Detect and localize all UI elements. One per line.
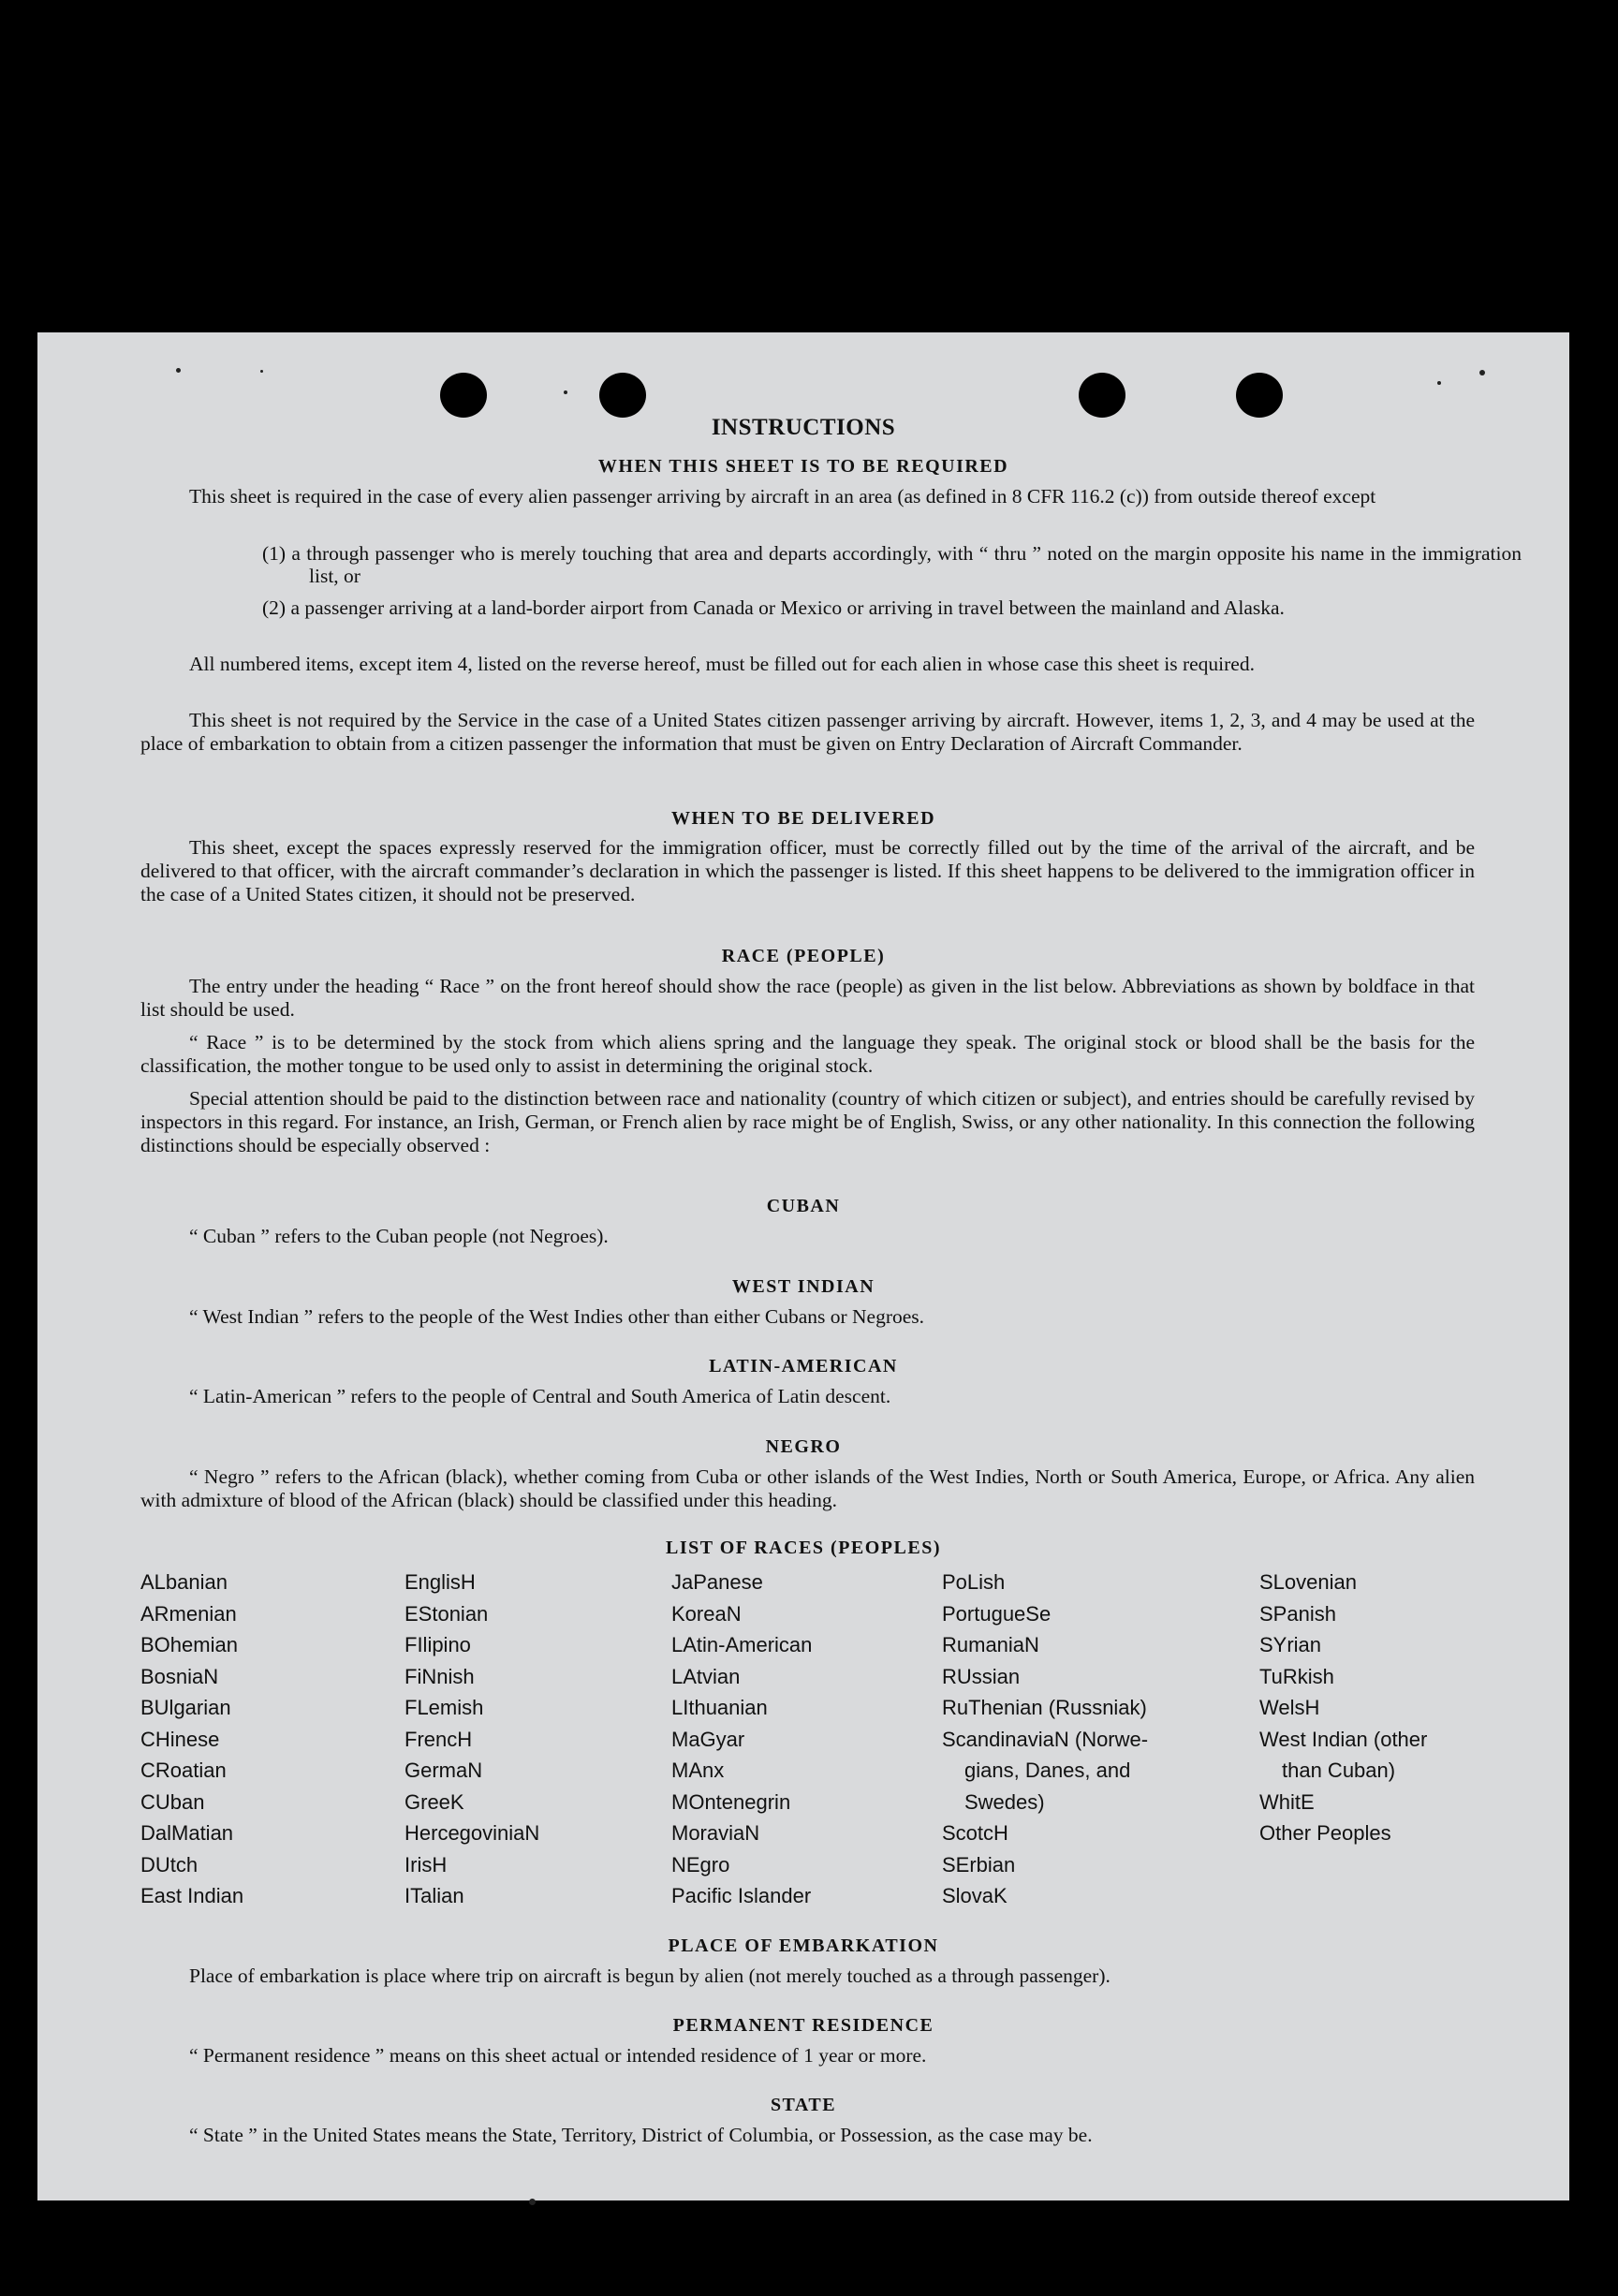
race-entry: ARmenian xyxy=(140,1601,237,1626)
section-heading: WHEN THIS SHEET IS TO BE REQUIRED xyxy=(597,456,1009,477)
document-sheet xyxy=(37,332,1569,2200)
section-heading: PERMANENT RESIDENCE xyxy=(672,2015,934,2036)
page-title: INSTRUCTIONS xyxy=(711,415,896,440)
paragraph: “ Race ” is to be determined by the stock from which aliens spring and the language they speak. The original stock or blood shall be the basis for the classification, the mother tongue to be used only to assist in determining the original stock. xyxy=(140,1031,1475,1077)
section-heading: WHEN TO BE DELIVERED xyxy=(670,808,936,829)
race-entry: HercegoviniaN xyxy=(404,1821,540,1845)
race-entry: EnglisH xyxy=(404,1570,476,1594)
race-entry: PortugueSe xyxy=(942,1601,1052,1626)
paragraph: Place of embarkation is place where trip on aircraft is begun by alien (not merely touched as a through passenger). xyxy=(189,1965,1111,1987)
race-entry: MoraviaN xyxy=(671,1821,760,1845)
race-entry: SPanish xyxy=(1259,1601,1336,1626)
race-entry: West Indian (other xyxy=(1259,1727,1428,1751)
paragraph: “ Cuban ” refers to the Cuban people (not Negroes). xyxy=(189,1225,609,1247)
race-entry: BOhemian xyxy=(140,1633,238,1656)
race-entry: SYrian xyxy=(1259,1633,1322,1656)
punch-hole xyxy=(599,373,646,418)
race-column-2 xyxy=(404,1567,539,1912)
race-column-1 xyxy=(140,1567,243,1912)
section-heading: RACE (PEOPLE) xyxy=(721,946,886,966)
race-entry: RUssian xyxy=(942,1664,1021,1688)
race-entry: LIthuanian xyxy=(671,1696,768,1719)
section-heading: NEGRO xyxy=(765,1436,842,1457)
race-entry: DalMatian xyxy=(140,1821,234,1845)
punch-hole xyxy=(1079,373,1125,418)
speck xyxy=(260,370,263,373)
race-entry: GermaN xyxy=(404,1759,483,1782)
punch-hole xyxy=(1236,373,1283,418)
list-item: (1) a through passenger who is merely touching that area and departs accordingly, with “ thru ” noted on the margin opposite his name in the immigration list, or xyxy=(262,542,1522,587)
paragraph: This sheet is not required by the Service in the case of a United States citizen passenger arriving by aircraft. However, items 1, 2, 3, and 4 may be used at the place of embarkation to obtain from a citizen passenger the information that must be given on Entry Declaration of Aircraft Commander. xyxy=(140,709,1475,755)
race-entry: GreeK xyxy=(404,1789,464,1814)
race-column-5 xyxy=(1259,1567,1427,1849)
paragraph: All numbered items, except item 4, listed on the reverse hereof, must be filled out for each alien in whose case this sheet is required. xyxy=(189,653,1255,675)
race-entry: CRoatian xyxy=(140,1759,227,1782)
race-entry: FLemish xyxy=(404,1696,484,1719)
race-entry: Pacific Islander xyxy=(671,1884,812,1907)
race-entry: FIlipino xyxy=(404,1633,471,1656)
race-entry: than Cuban) xyxy=(1282,1759,1396,1782)
race-entry: PoLish xyxy=(942,1570,1006,1594)
race-entry: gians, Danes, and xyxy=(964,1759,1131,1782)
race-entry: ITalian xyxy=(404,1884,464,1907)
paragraph: The entry under the heading “ Race ” on the front hereof should show the race (people) as given in the list below. Abbreviations as shown by boldface in that list should be used. xyxy=(140,975,1475,1021)
race-entry: SlovaK xyxy=(942,1884,1008,1907)
race-entry: RuThenian (Russniak) xyxy=(942,1696,1147,1719)
race-entry: East Indian xyxy=(140,1884,244,1907)
race-entry: ScotcH xyxy=(942,1821,1008,1845)
race-entry: KoreaN xyxy=(671,1601,742,1626)
speck xyxy=(529,2199,536,2205)
race-entry: CUban xyxy=(140,1789,205,1814)
speck xyxy=(564,390,567,394)
race-entry: BosniaN xyxy=(140,1664,219,1688)
race-entry: IrisH xyxy=(404,1852,448,1877)
race-entry: TuRkish xyxy=(1259,1664,1334,1688)
race-entry: NEgro xyxy=(671,1852,730,1877)
section-heading: LATIN-AMERICAN xyxy=(709,1356,898,1376)
section-heading: CUBAN xyxy=(766,1196,841,1216)
list-item: (2) a passenger arriving at a land-border airport from Canada or Mexico or arriving in travel between the mainland and Alaska. xyxy=(262,596,1285,619)
paragraph: This sheet is required in the case of every alien passenger arriving by aircraft in an area (as defined in 8 CFR 116.2 (c)) from outside thereof except xyxy=(189,485,1376,508)
race-entry: WelsH xyxy=(1259,1696,1320,1719)
race-entry: LAtin-American xyxy=(671,1633,813,1656)
race-entry: FrencH xyxy=(404,1727,473,1751)
race-entry: MOntenegrin xyxy=(671,1789,791,1814)
section-heading: WEST INDIAN xyxy=(731,1276,875,1297)
race-entry: WhitE xyxy=(1259,1789,1315,1814)
paragraph: “ State ” in the United States means the State, Territory, District of Columbia, or Possession, as the case may be. xyxy=(189,2124,1093,2146)
race-entry: MAnx xyxy=(671,1759,725,1782)
race-entry: Other Peoples xyxy=(1259,1821,1391,1845)
section-heading: PLACE OF EMBARKATION xyxy=(668,1935,939,1956)
race-entry: JaPanese xyxy=(671,1570,763,1594)
speck xyxy=(176,368,181,373)
race-entry: EStonian xyxy=(404,1601,489,1626)
paragraph: “ Latin-American ” refers to the people of Central and South America of Latin descent. xyxy=(189,1385,891,1407)
paragraph: Special attention should be paid to the distinction between race and nationality (country of which citizen or subject), and entries should be carefully revised by inspectors in this regard. For instance, an Irish, German, or French alien by race might be of English, Swiss, or any other nationality. In this connection the following distinctions should be especially observed : xyxy=(140,1087,1475,1156)
race-entry: FiNnish xyxy=(404,1664,475,1688)
race-entry: SLovenian xyxy=(1259,1570,1357,1594)
race-entry: ALbanian xyxy=(140,1570,228,1594)
race-entry: CHinese xyxy=(140,1727,220,1751)
race-entry: SErbian xyxy=(942,1852,1016,1877)
paragraph: This sheet, except the spaces expressly reserved for the immigration officer, must be correctly filled out by the time of the arrival of the aircraft, and be delivered to that officer, with the aircraft commander’s declaration in which the passenger is listed. If this sheet happens to be delivered to the immigration officer in the case of a United States citizen, it should not be preserved. xyxy=(140,836,1475,905)
paragraph: “ Permanent residence ” means on this sheet actual or intended residence of 1 year or more. xyxy=(189,2044,927,2067)
race-entry: Swedes) xyxy=(964,1789,1045,1814)
speck xyxy=(1479,370,1485,375)
race-column-3 xyxy=(671,1567,812,1912)
race-entry: BUlgarian xyxy=(140,1696,231,1719)
race-entry: LAtvian xyxy=(671,1664,741,1688)
race-entry: MaGyar xyxy=(671,1727,745,1751)
race-entry: DUtch xyxy=(140,1852,199,1877)
section-heading: LIST OF RACES (PEOPLES) xyxy=(665,1538,941,1558)
paragraph: “ Negro ” refers to the African (black), whether coming from Cuba or other islands of the West Indies, North or South America, Europe, or Africa. Any alien with admixture of blood of the African (black) should be classified under this heading. xyxy=(140,1465,1475,1511)
section-heading: STATE xyxy=(770,2095,837,2115)
punch-hole xyxy=(440,373,487,418)
race-entry: ScandinaviaN (Norwe- xyxy=(942,1727,1149,1751)
speck xyxy=(1437,381,1441,385)
paragraph: “ West Indian ” refers to the people of the West Indies other than either Cubans or Negroes. xyxy=(189,1305,925,1328)
race-column-4 xyxy=(942,1567,1148,1912)
race-entry: RumaniaN xyxy=(942,1633,1039,1656)
